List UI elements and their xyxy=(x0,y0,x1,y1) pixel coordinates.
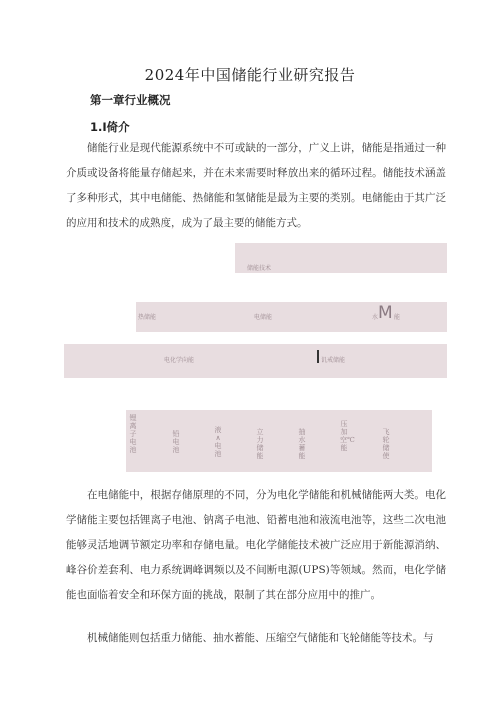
mechanical-storage-paragraph: 机械储能则包括重力储能、抽水蓄能、压缩空气储能和飞轮储能等技术。与 xyxy=(87,632,434,644)
diagram-electrochemical-label: 电化学向能 xyxy=(164,357,195,364)
section-heading: 1.I倚介 xyxy=(90,120,130,134)
intro-paragraph: 储能行业是现代能源系统中不可或缺的一部分，广义上讲，储能是指通过一种介质或设备将能量存储起来，并在未来需要时释放出来的循环过程。储能技术涵盖了多种形式，其中电储能、热储能和氢储能是最为主要的类别。电储能由于其广泛的应用和技术的成熟度，成为了最主要的储能方式。 xyxy=(66,142,446,229)
diagram-level3-box xyxy=(64,344,447,378)
diagram-level2-box xyxy=(136,302,447,332)
diagram-electric-label: 电储能 xyxy=(254,314,273,321)
diagram-leaf-lithium: 锂离子电池 xyxy=(129,414,137,454)
diagram-root-label: 储能技术 xyxy=(247,265,272,272)
diagram-leaf-flywheel: 飞轮储使 xyxy=(382,428,390,460)
diagram-cursor-bar xyxy=(317,350,319,363)
diagram-mechanical-label: 讥戒储能 xyxy=(321,357,346,364)
diagram-leaf-lead: 铅电池 xyxy=(172,430,180,454)
diagram-hydrogen-prefix: 水 xyxy=(372,314,379,321)
diagram-hydrogen-glyph: M xyxy=(378,303,393,323)
electric-storage-paragraph: 在电储能中，根据存储原理的不同，分为电化学储能和机械储能两大类。电化学储能主要包括锂离子电池、钠离子电池、铅蓄电池和液流电池等，这些二次电池能够灵活地调节额定功率和存储电量。电化学储能技术被广泛应用于新能源消纳、峰谷价差套利、电力系统调峰调频以及不间断电源(UPS)等领域。然而，电化学储能也面临着安全和环保方面的挑战，限制了其在部分应用中的推广。 xyxy=(66,489,446,601)
diagram-leaf-flow: 液∧电池 xyxy=(214,426,222,458)
diagram-root-box xyxy=(235,243,447,273)
chapter-heading: 第一章行业概况 xyxy=(90,93,171,107)
diagram-thermal-label: 热储能 xyxy=(138,314,157,321)
diagram-leaf-pumped: 抽水蓄能 xyxy=(298,428,306,460)
diagram-hydrogen-suffix: 能 xyxy=(394,314,401,321)
diagram-leaf-gravity: 立力储能 xyxy=(256,428,264,460)
diagram-leaf-compressed-air: 压加空℃能 xyxy=(340,420,355,452)
page-title: 2024年中国储能行业研究报告 xyxy=(144,66,356,84)
